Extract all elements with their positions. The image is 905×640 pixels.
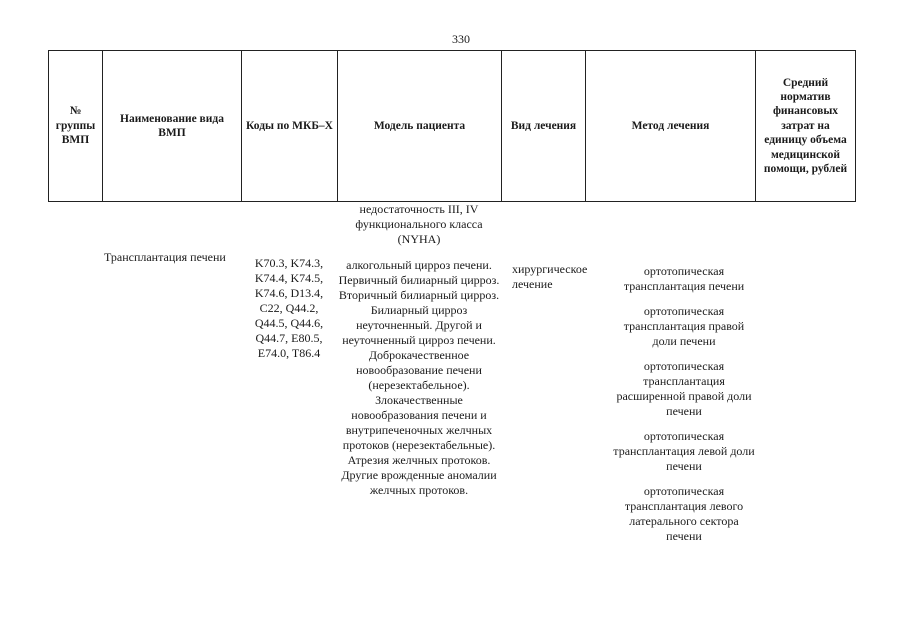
vmp-name-cell: Трансплантация печени (104, 250, 226, 264)
icd-codes-cell: K70.3, K74.3, K74.4, K74.5, K74.6, D13.4, C22, Q44.2, Q44.5, Q44.6, Q44.7, E80.5, E74.0, T86.4 (254, 256, 324, 360)
table-header (48, 50, 856, 202)
continuation-text: недостаточность III, IV функционального класса (NYHA) (355, 202, 483, 246)
header-patient-model: Модель пациента (338, 51, 502, 202)
header-avg-cost: Средний норматив финансовых затрат на единицу объема медицинской помощи, рублей (756, 51, 856, 202)
method-item: ортотопическая трансплантация левой доли печени (613, 429, 755, 473)
method-item: ортотопическая трансплантация левого латерального сектора печени (624, 484, 744, 543)
header-treatment-type: Вид лечения (502, 51, 586, 202)
method-item: ортотопическая трансплантация печени (623, 264, 745, 293)
patient-model-cell: алкогольный цирроз печени. Первичный билиарный цирроз. Вторичный билиарный цирроз. Билиарный цирроз неуточненный. Другой и неуточненный цирроз печени. Доброкачественное новообразование печени (нерезектабельное). Злокачественные новообразования печени и внутрипеченочных желчных протоков (нерезектабельные). Атрезия желчных протоков. Другие врожденные аномалии желчных протоков. (338, 258, 500, 497)
method-item: ортотопическая трансплантация правой доли печени (623, 304, 745, 348)
treatment-method-cell (612, 264, 756, 554)
header-vmp-name: Наименование вида ВМП (103, 51, 242, 202)
page-number: 330 (452, 32, 470, 46)
treatment-type-cell: хирургическое лечение (512, 262, 588, 291)
header-group-no: № группы ВМП (49, 51, 103, 202)
header-icd-codes: Коды по МКБ–Х (242, 51, 338, 202)
header-treatment-method: Метод лечения (586, 51, 756, 202)
method-item: ортотопическая трансплантация расширенной правой доли печени (616, 359, 752, 418)
